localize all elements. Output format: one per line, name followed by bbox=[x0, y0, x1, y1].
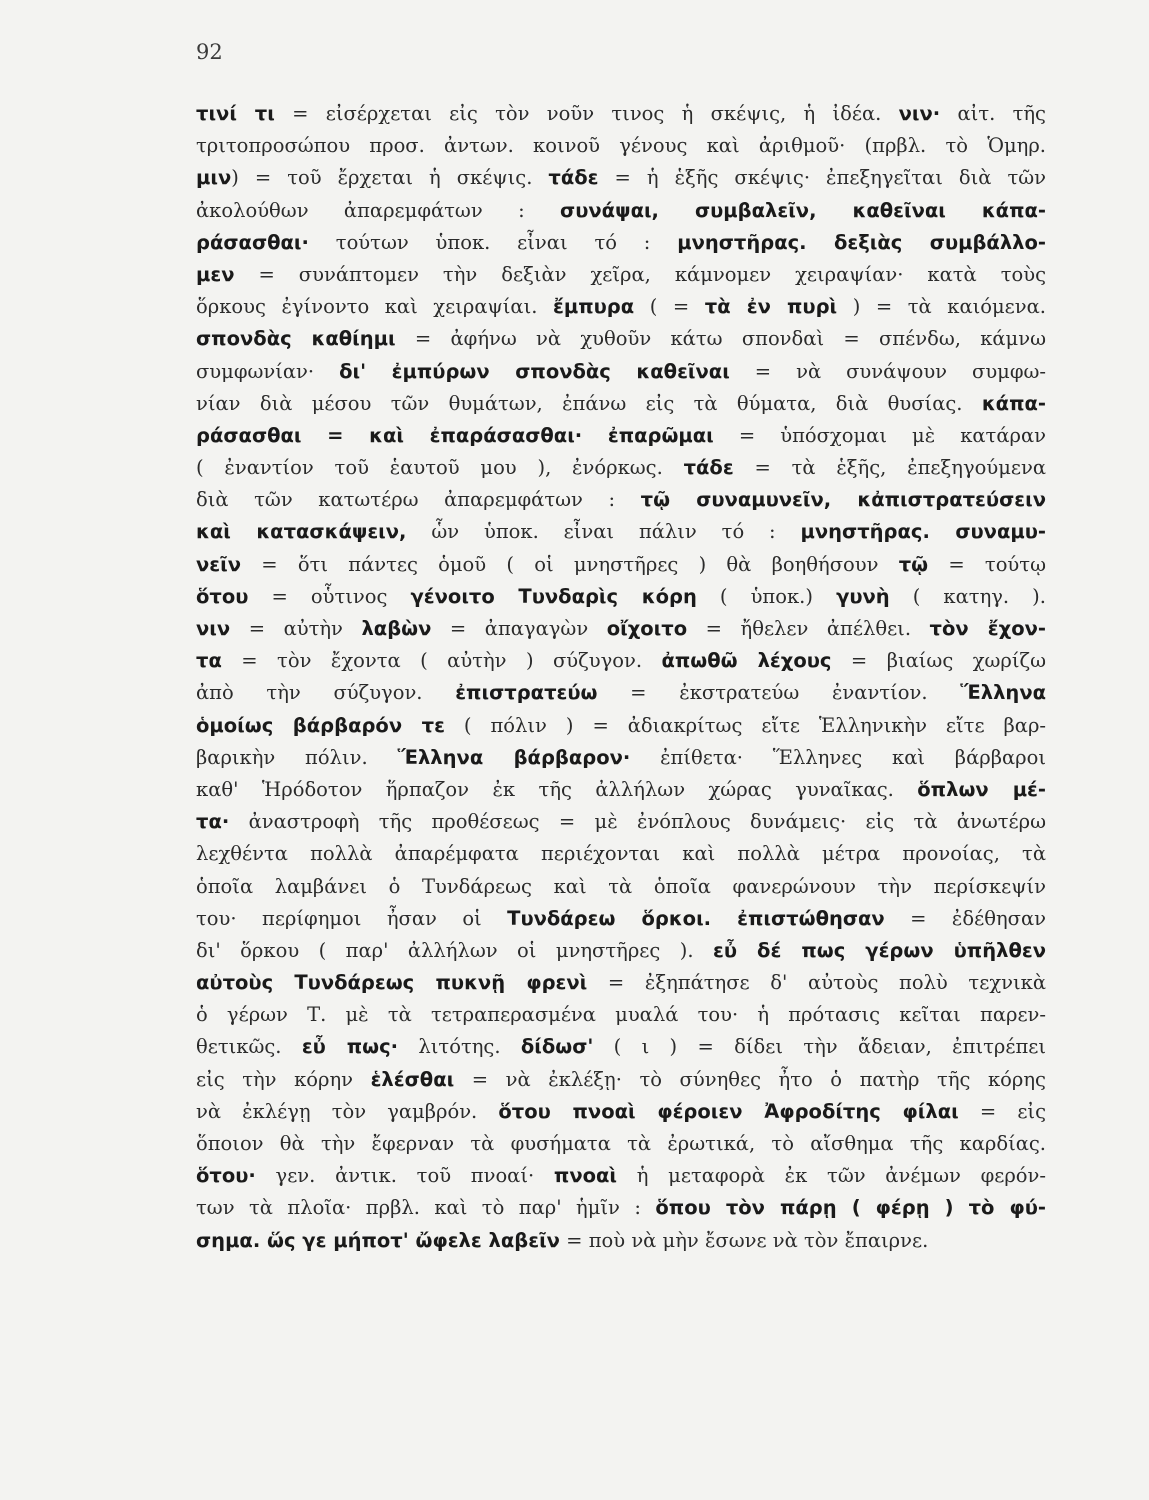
lemma-text: τάδε bbox=[548, 166, 599, 190]
lemma-text: αὐτοὺς Τυνδάρεως πυκνῇ φρενὶ bbox=[196, 971, 588, 995]
gloss-text: = ἤθελεν ἀπέλθει. bbox=[687, 617, 930, 640]
gloss-text: ( ἐναντίον τοῦ ἑαυτοῦ μου ), ἐνόρκως. bbox=[196, 456, 684, 480]
text-line bbox=[196, 484, 1046, 516]
text-line bbox=[196, 871, 1046, 903]
gloss-text: = τὰ ἑξῆς, ἐπεξηγούμενα bbox=[733, 456, 1046, 480]
text-line bbox=[196, 742, 1046, 774]
lemma-text: λαβὼν bbox=[361, 617, 432, 640]
gloss-text: λεχθέντα πολλὰ ἀπαρέμφατα περιέχονται καὶ πολλὰ μέτρα προνοίας, τὰ bbox=[196, 842, 1046, 866]
text-line bbox=[196, 130, 1046, 162]
lemma-text: τάδε bbox=[683, 456, 734, 480]
gloss-text: ὅρκους ἐγίνοντο καὶ χειραψίαι. bbox=[196, 295, 553, 319]
gloss-text: ὧν ὑποκ. εἶναι πάλιν τό : bbox=[406, 520, 801, 544]
gloss-text: αἰτ. τῆς bbox=[940, 102, 1046, 125]
text-line bbox=[196, 420, 1046, 452]
page-number: 92 bbox=[196, 40, 223, 64]
gloss-text: ἀναστροφὴ τῆς προθέσεως = μὲ ἐνόπλους δυνάμεις· εἰς τὰ ἀνωτέρω bbox=[229, 810, 1046, 834]
text-line bbox=[196, 98, 1046, 130]
gloss-text: = ἀφήνω νὰ χυθοῦν κάτω σπονδαὶ = σπένδω, κάμνω bbox=[395, 327, 1046, 351]
text-line bbox=[196, 549, 1046, 581]
gloss-text: = εἰς bbox=[958, 1099, 1046, 1123]
gloss-text: ( = bbox=[634, 295, 705, 319]
gloss-text: = ὑπόσχομαι μὲ κατάραν bbox=[713, 423, 1046, 447]
gloss-text: των τὰ πλοῖα· πρβλ. καὶ τὸ παρ' ἡμῖν : bbox=[196, 1196, 656, 1220]
gloss-text: = αὐτὴν bbox=[230, 617, 362, 640]
text-line bbox=[196, 195, 1046, 227]
text-line bbox=[196, 1192, 1046, 1224]
lemma-text: γυνὴ bbox=[836, 584, 890, 608]
gloss-text: = νὰ συνάψουν συμφω- bbox=[729, 359, 1046, 383]
lemma-text: σπονδὰς καθίημι bbox=[196, 327, 396, 351]
lemma-text: κάπα- bbox=[981, 391, 1046, 415]
lemma-text: δι' ἐμπύρων σπονδὰς καθεῖναι bbox=[339, 359, 730, 383]
lemma-text: νιν bbox=[196, 617, 231, 640]
lemma-text: εὖ πως· bbox=[301, 1035, 399, 1059]
gloss-text: = νὰ ἐκλέξῃ· τὸ σύνηθες ἦτο ὁ πατὴρ τῆς κόρης bbox=[454, 1067, 1046, 1091]
gloss-text: ἀκολούθων ἀπαρεμφάτων : bbox=[196, 198, 561, 222]
text-line bbox=[196, 1031, 1046, 1063]
lemma-text: σημα. ὥς γε μήποτ' ὤφελε λαβεῖν bbox=[196, 1228, 560, 1252]
gloss-text: ἀπὸ τὴν σύζυγον. bbox=[196, 681, 456, 705]
gloss-text: νίαν διὰ μέσου τῶν θυμάτων, ἐπάνω εἰς τὰ θύματα, διὰ θυσίας. bbox=[196, 391, 982, 415]
gloss-text: = ἐδέθησαν bbox=[884, 906, 1046, 930]
gloss-text: ἐπίθετα· Ἕλληνες καὶ βάρβαροι bbox=[630, 745, 1046, 769]
text-line bbox=[196, 1160, 1046, 1192]
text-line bbox=[196, 935, 1046, 967]
lemma-text: ὅτου πνοαὶ φέροιεν Ἀφροδίτης φίλαι bbox=[498, 1099, 959, 1123]
gloss-text: = οὗτινος bbox=[248, 584, 411, 608]
lemma-text: νιν· bbox=[898, 102, 941, 125]
text-line bbox=[196, 774, 1046, 806]
gloss-text: ) = τοῦ ἔρχεται ἡ σκέψις. bbox=[231, 166, 549, 190]
text-line bbox=[196, 838, 1046, 870]
text-line bbox=[196, 291, 1046, 323]
text-line bbox=[196, 1225, 1046, 1257]
gloss-text: = συνάπτομεν τὴν δεξιὰν χεῖρα, κάμνομεν χειραψίαν· κατὰ τοὺς bbox=[234, 262, 1046, 286]
gloss-text: τούτων ὑποκ. εἶναι τό : bbox=[308, 230, 678, 254]
gloss-text: ( ὑποκ.) bbox=[696, 584, 837, 608]
text-line bbox=[196, 388, 1046, 420]
lemma-text: μνηστῆρας. συναμυ- bbox=[800, 520, 1046, 544]
gloss-text: ( ι ) = δίδει τὴν ἄδειαν, ἐπιτρέπει bbox=[593, 1035, 1046, 1059]
gloss-text: εἰς τὴν κόρην bbox=[196, 1067, 371, 1091]
text-line bbox=[196, 903, 1046, 935]
lemma-text: μιν bbox=[196, 166, 232, 190]
text-line bbox=[196, 613, 1046, 645]
text-line bbox=[196, 645, 1046, 677]
gloss-text: ἡ μεταφορὰ ἐκ τῶν ἀνέμων φερόν- bbox=[617, 1164, 1046, 1188]
lemma-text: καὶ κατασκάψειν, bbox=[196, 520, 407, 544]
text-line bbox=[196, 581, 1046, 613]
gloss-text: = ἐξηπάτησε δ' αὐτοὺς πολὺ τεχνικὰ bbox=[587, 971, 1046, 995]
gloss-text: ( πόλιν ) = ἀδιακρίτως εἴτε Ἑλληνικὴν εἴτε βαρ- bbox=[444, 713, 1046, 737]
gloss-text: = τούτῳ bbox=[928, 552, 1046, 576]
gloss-text: = εἰσέρχεται εἰς τὸν νοῦν τινος ἡ σκέψις, ἡ ἰδέα. bbox=[274, 102, 899, 125]
gloss-text: λιτότης. bbox=[398, 1035, 521, 1059]
text-line bbox=[196, 356, 1046, 388]
gloss-text: συμφωνίαν· bbox=[196, 359, 340, 383]
text-line bbox=[196, 162, 1046, 194]
gloss-text: = ὅτι πάντες ὁμοῦ ( οἱ μνηστῆρες ) θὰ βοηθήσουν bbox=[241, 552, 899, 576]
gloss-text: = τὸν ἔχοντα ( αὐτὴν ) σύζυγον. bbox=[221, 649, 662, 673]
gloss-text: του· περίφημοι ἦσαν οἱ bbox=[196, 906, 508, 930]
text-line bbox=[196, 806, 1046, 838]
lemma-text: Τυνδάρεω ὅρκοι. ἐπιστώθησαν bbox=[507, 906, 885, 930]
text-line bbox=[196, 710, 1046, 742]
text-line bbox=[196, 1064, 1046, 1096]
lemma-text: τῷ συναμυνεῖν, κἀπιστρατεύσειν bbox=[640, 488, 1046, 512]
lemma-text: ράσασθαι· bbox=[196, 230, 309, 254]
lemma-text: γένοιτο Τυνδαρὶς κόρη bbox=[410, 584, 697, 608]
lemma-text: εὖ δέ πως γέρων ὑπῆλθεν bbox=[713, 938, 1046, 962]
lemma-text: ὅτου bbox=[196, 584, 249, 608]
gloss-text: δι' ὅρκου ( παρ' ἀλλήλων οἱ μνηστῆρες ). bbox=[196, 938, 713, 962]
gloss-text: καθ' Ἡρόδοτον ἥρπαζον ἐκ τῆς ἀλλήλων χώρας γυναῖκας. bbox=[196, 777, 918, 801]
gloss-text: = ποὺ νὰ μὴν ἔσωνε νὰ τὸν ἔπαιρνε. bbox=[559, 1228, 929, 1252]
gloss-text: ) = τὰ καιόμενα. bbox=[837, 295, 1046, 319]
gloss-text: θετικῶς. bbox=[196, 1035, 302, 1059]
lemma-text: τὰ ἐν πυρὶ bbox=[704, 295, 838, 319]
lemma-text: δίδωσ' bbox=[520, 1035, 594, 1059]
commentary-text bbox=[196, 98, 1046, 1257]
lemma-text: μνηστῆρας. δεξιὰς συμβάλλο- bbox=[677, 230, 1046, 254]
lemma-text: ἀπωθῶ λέχους bbox=[661, 649, 832, 673]
text-line bbox=[196, 999, 1046, 1031]
lemma-text: ἐπιστρατεύω bbox=[455, 681, 598, 705]
lemma-text: τινί τι bbox=[196, 102, 275, 125]
gloss-text: ὅποιον θὰ τὴν ἔφερναν τὰ φυσήματα τὰ ἐρωτικά, τὸ αἴσθημα τῆς καρδίας. bbox=[196, 1132, 1046, 1155]
lemma-text: ὅπου τὸν πάρῃ ( φέρῃ ) τὸ φύ- bbox=[655, 1196, 1046, 1220]
text-line bbox=[196, 452, 1046, 484]
gloss-text: = βιαίως χωρίζω bbox=[831, 649, 1046, 673]
lemma-text: συνάψαι, συμβαλεῖν, καθεῖναι κάπα- bbox=[560, 198, 1046, 222]
lemma-text: τὸν ἔχον- bbox=[929, 617, 1046, 640]
lemma-text: ἑλέσθαι bbox=[370, 1067, 455, 1091]
text-line bbox=[196, 1128, 1046, 1160]
text-line bbox=[196, 323, 1046, 355]
gloss-text: διὰ τῶν κατωτέρω ἀπαρεμφάτων : bbox=[196, 488, 641, 512]
lemma-text: ράσασθαι = καὶ ἐπαράσασθαι· ἐπαρῶμαι bbox=[196, 423, 714, 447]
gloss-text: ( κατηγ. ). bbox=[889, 584, 1046, 608]
gloss-text: ὁποῖα λαμβάνει ὁ Τυνδάρεως καὶ τὰ ὁποῖα φανερώνουν τὴν περίσκεψίν bbox=[196, 874, 1046, 898]
lemma-text: τῷ bbox=[898, 552, 929, 576]
lemma-text: νεῖν bbox=[196, 552, 242, 576]
gloss-text: = ἡ ἑξῆς σκέψις· ἐπεξηγεῖται διὰ τῶν bbox=[598, 166, 1046, 190]
gloss-text: βαρικὴν πόλιν. bbox=[196, 745, 398, 769]
text-line bbox=[196, 1096, 1046, 1128]
gloss-text: γεν. ἀντικ. τοῦ πνοαί· bbox=[255, 1164, 554, 1188]
lemma-text: τα bbox=[196, 649, 222, 673]
lemma-text: ὅτου· bbox=[196, 1164, 256, 1188]
gloss-text: = ἀπαγαγὼν bbox=[431, 617, 607, 640]
lemma-text: πνοαὶ bbox=[553, 1164, 618, 1188]
text-line bbox=[196, 516, 1046, 548]
lemma-text: ὁμοίως βάρβαρόν τε bbox=[196, 713, 445, 737]
lemma-text: ὅπλων μέ- bbox=[917, 777, 1046, 801]
gloss-text: τριτοπροσώπου προσ. ἀντων. κοινοῦ γένους καὶ ἀριθμοῦ· (πρβλ. τὸ Ὁμηρ. bbox=[196, 134, 1046, 158]
lemma-text: τα· bbox=[196, 810, 230, 834]
lemma-text: Ἕλληνα bbox=[960, 681, 1046, 705]
lemma-text: ἔμπυρα bbox=[553, 295, 635, 319]
gloss-text: = ἐκστρατεύω ἐναντίον. bbox=[597, 681, 961, 705]
lemma-text: μεν bbox=[196, 262, 235, 286]
text-line bbox=[196, 967, 1046, 999]
gloss-text: ὁ γέρων Τ. μὲ τὰ τετραπερασμένα μυαλά του· ἡ πρότασις κεῖται παρεν- bbox=[196, 1003, 1046, 1027]
text-line bbox=[196, 259, 1046, 291]
gloss-text: νὰ ἐκλέγῃ τὸν γαμβρόν. bbox=[196, 1099, 499, 1123]
lemma-text: Ἕλληνα βάρβαρον· bbox=[397, 745, 631, 769]
text-line bbox=[196, 677, 1046, 709]
text-line bbox=[196, 227, 1046, 259]
lemma-text: οἴχοιτο bbox=[606, 617, 688, 640]
